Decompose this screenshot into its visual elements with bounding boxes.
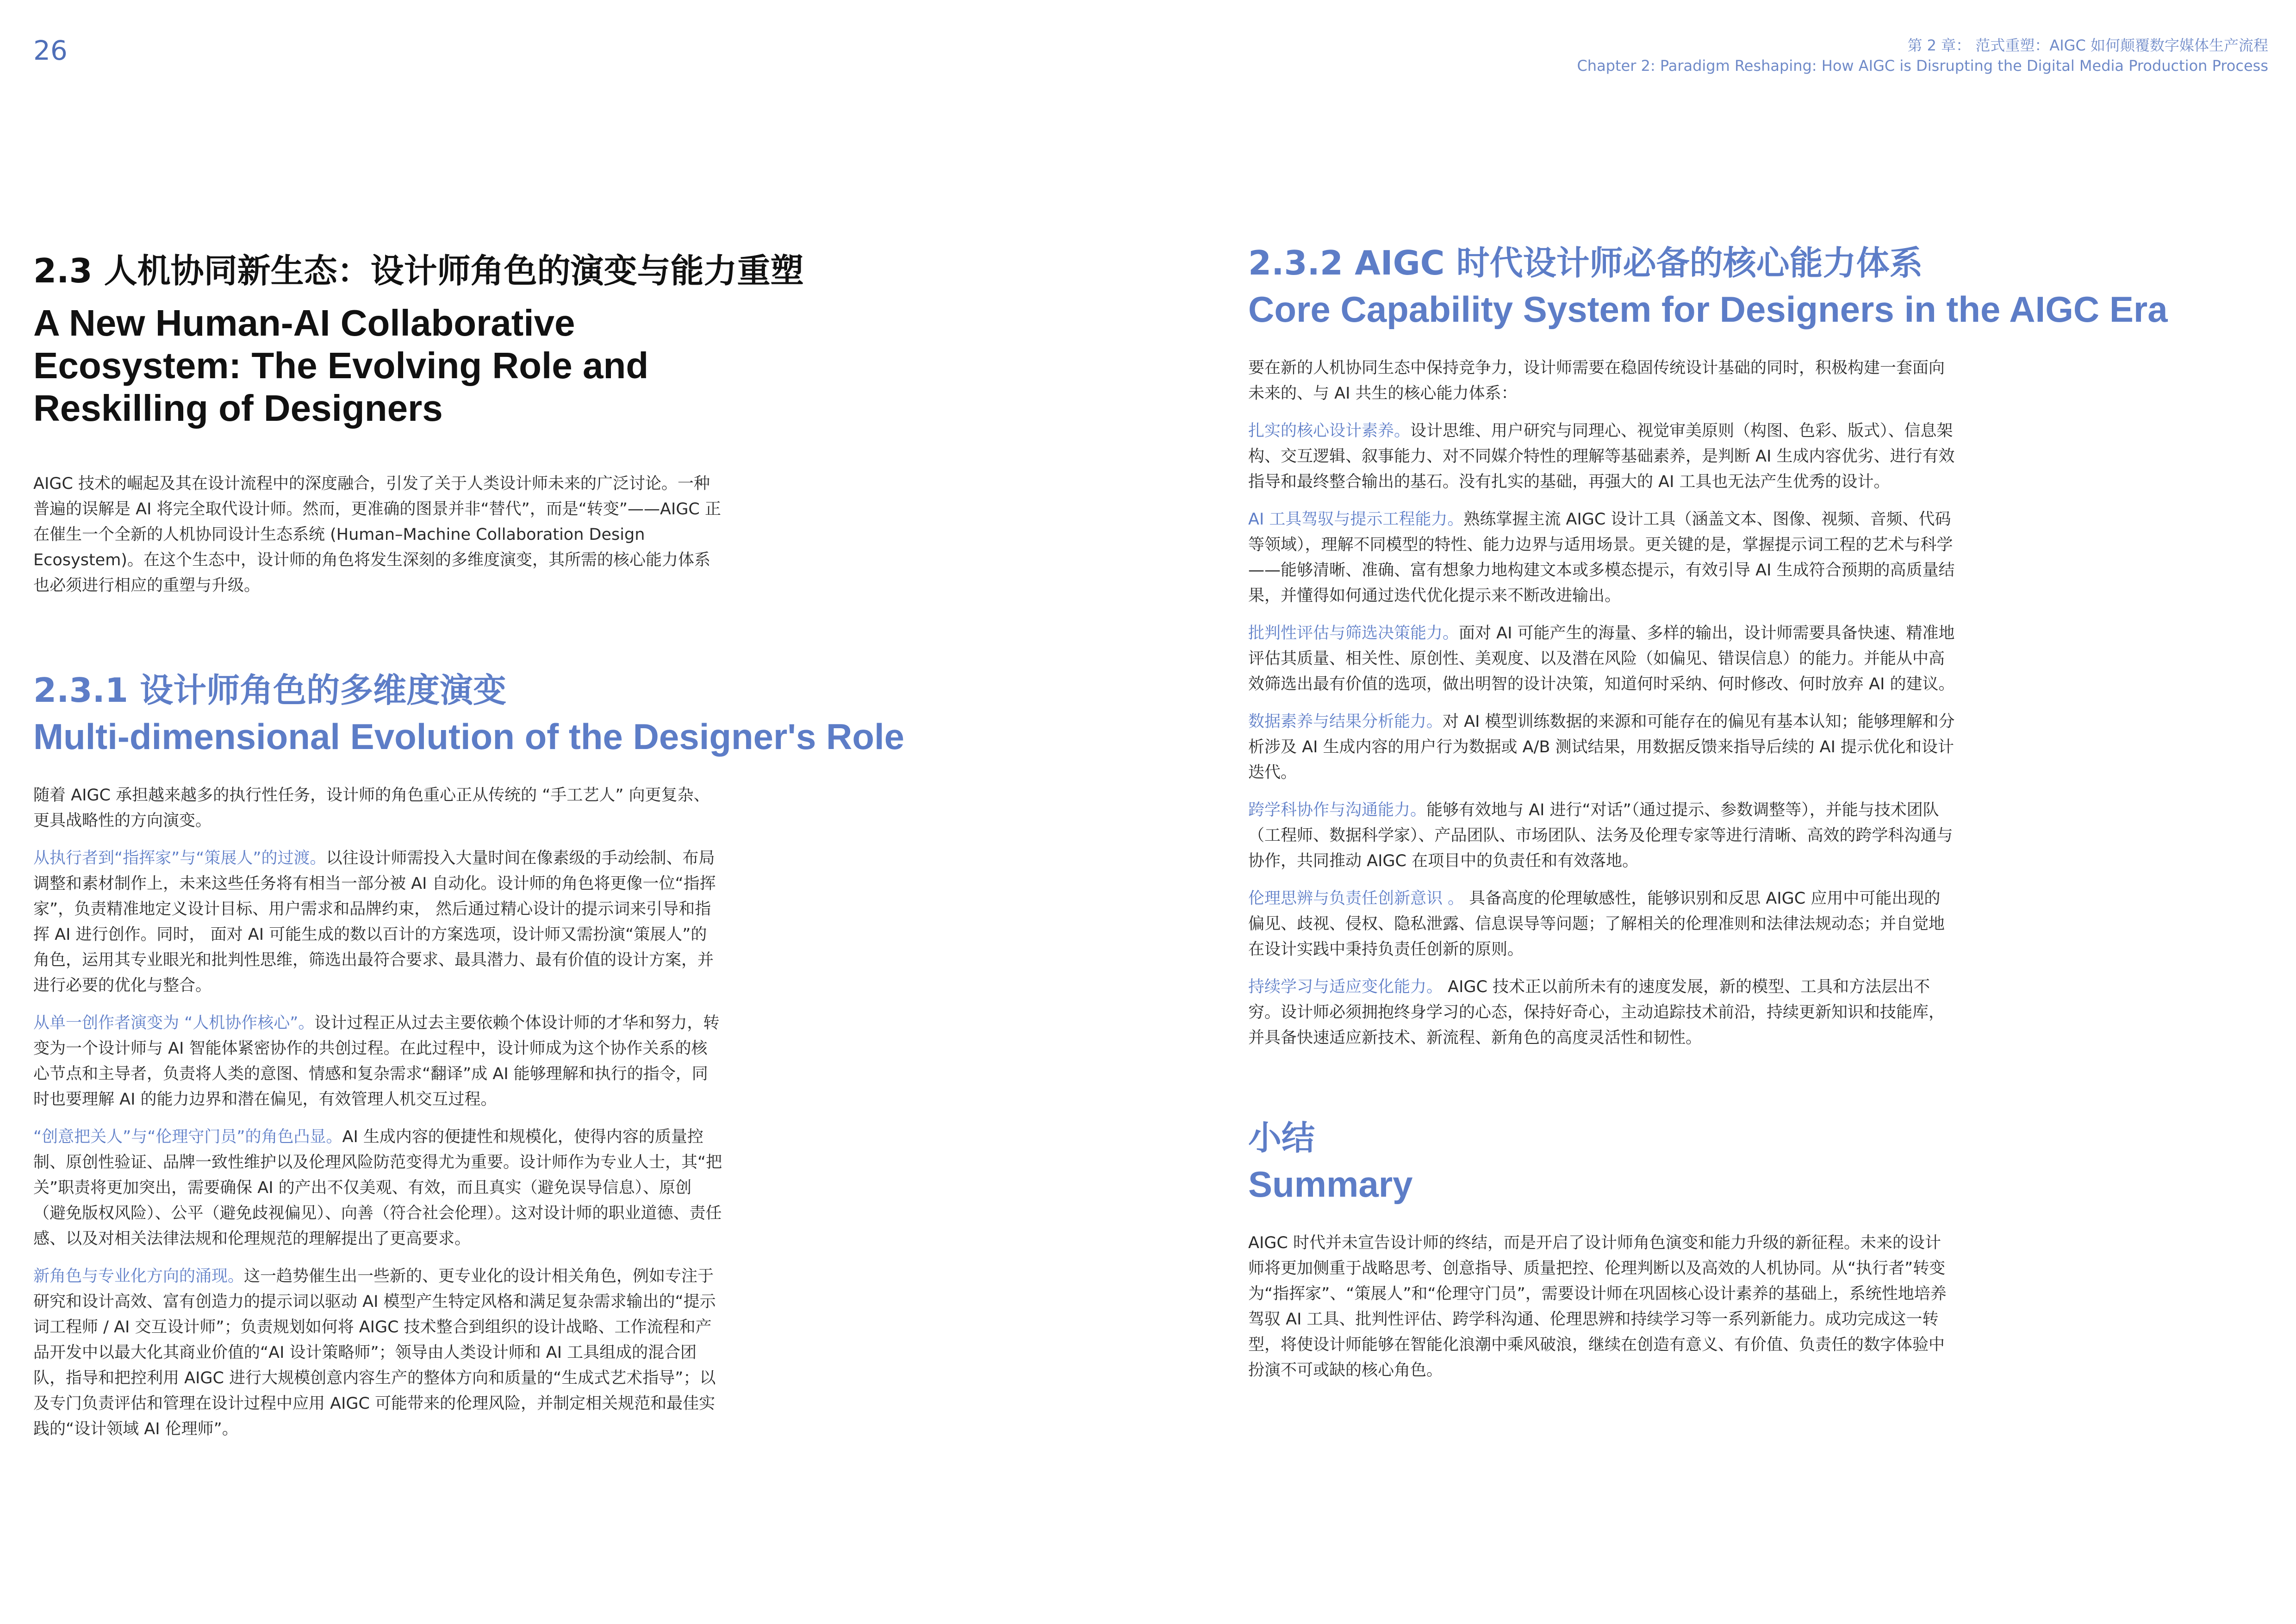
section-intro: AIGC 技术的崛起及其在设计流程中的深度融合，引发了关于人类设计师未来的广泛讨论。一种普遍的误解是 AI 将完全取代设计师。然而，更准确的图景并非“替代”，而是“转变”——AIGC 正在催生一个全新的人机协同设计生态系统 (Human–Machine Collaboration Design Ecosystem)。在这个生态中，设计师的角色将发生深刻的多维度演变，其所需的核心能力体系也必须进行相应的重塑与升级。: [33, 475, 721, 595]
paragraph-text: 以往设计师需投入大量时间在像素级的手动绘制、布局调整和素材制作上，未来这些任务将有相当一部分被 AI 自动化。设计师的角色将更像一位“指挥家”，负责精准地定义设计目标、用户需求和品牌约束， 然后通过精心设计的提示词来引导和指挥 AI 进行创作。同时， 面对 AI 可能生成的数以百计的方案选项，设计师又需扮演“策展人”的角色，运用其专业眼光和批判性思维，筛选出最符合要求、最具潜力、最有价值的设计方案，并进行必要的优化与整合。: [33, 849, 716, 995]
paragraph-item: [33, 1264, 723, 1442]
paragraph-item: [1248, 507, 1956, 609]
paragraph-text: 面对 AI 可能产生的海量、多样的输出，设计师需要具备快速、精准地评估其质量、相关性、原创性、美观度、以及潜在风险（如偏见、错误信息）的能力。并能从中高效筛选出最有价值的选项，做出明智的设计决策，知道何时采纳、何时修改、何时放弃 AI 的建议。: [1248, 624, 1955, 693]
subsection-title-en: Multi-dimensional Evolution of the Designer's Role: [33, 716, 905, 757]
paragraph-lead: 从执行者到“指挥家”与“策展人”的过渡。: [33, 849, 326, 868]
paragraph-lead: 伦理思辨与负责任创新意识 。: [1248, 889, 1464, 908]
summary-body: [1248, 1230, 1956, 1383]
paragraph-lead: 新角色与专业化方向的涌现。: [33, 1267, 244, 1286]
paragraph-text: 这一趋势催生出一些新的、更专业化的设计相关角色，例如专注于研究和设计高效、富有创造力的提示词以驱动 AI 模型产生特定风格和满足复杂需求输出的“提示词工程师 / AI 交互设计师”；负责规划如何将 AIGC 技术整合到组织的设计战略、工作流程和产品开发中以最大化其商业价值的“AI 设计策略师”；领导由人类设计师和 AI 工具组成的混合团队，指导和把控利用 AIGC 进行大规模创意内容生产的整体方向和质量的“生成式艺术指导”；以及专门负责评估和管理在设计过程中应用 AIGC 可能带来的伦理风险，并制定相关规范和最佳实践的“设计领域 AI 伦理师”。: [33, 1267, 716, 1438]
paragraph-lead: AI 工具驾驭与提示工程能力。: [1248, 510, 1464, 529]
running-header: [1577, 35, 2268, 76]
subsection-intro: 要在新的人机协同生态中保持竞争力，设计师需要在稳固传统设计基础的同时，积极构建一套面向未来的、与 AI 共生的核心能力体系：: [1248, 359, 1945, 403]
paragraph-item: [33, 1124, 723, 1252]
paragraph-text: 设计过程正从过去主要依赖个体设计师的才华和努力，转变为一个设计师与 AI 智能体紧密协作的共创过程。在此过程中，设计师成为这个协作关系的核心节点和主导者，负责将人类的意图、情感和复杂需求“翻译”成 AI 能够理解和执行的指令，同时也要理解 AI 的能力边界和潜在偏见，有效管理人机交互过程。: [33, 1014, 720, 1109]
paragraph-text: 能够有效地与 AI 进行“对话”（通过提示、参数调整等），并能与技术团队（工程师、数据科学家）、产品团队、市场团队、法务及伦理专家等进行清晰、高效的跨学科沟通与协作，共同推动 AIGC 在项目中的负责任和有效落地。: [1248, 801, 1953, 870]
paragraph-item: [1248, 418, 1956, 495]
page-number: 26: [33, 35, 68, 66]
paragraph-item: [1248, 974, 1956, 1051]
paragraph-lead: 持续学习与适应变化能力。: [1248, 978, 1443, 996]
paragraph-text: 对 AI 模型训练数据的来源和可能存在的偏见有基本认知；能够理解和分析涉及 AI 生成内容的用户行为数据或 A/B 测试结果，用数据反馈来指导后续的 AI 提示优化和设计迭代。: [1248, 712, 1955, 782]
paragraph-lead: 从单一创作者演变为 “人机协作核心”。: [33, 1014, 315, 1032]
subsection-heading: [33, 668, 905, 761]
paragraph-lead: 批判性评估与筛选决策能力。: [1248, 624, 1459, 643]
paragraph-text: AIGC 技术正以前所未有的速度发展，新的模型、工具和方法层出不穷。设计师必须拥抱终身学习的心态，保持好奇心，主动追踪技术前沿，持续更新知识和技能库，并具备快速适应新技术、新流程、新角色的高度灵活性和韧性。: [1248, 978, 1945, 1047]
paragraph-lead: “创意把关人”与“伦理守门员”的角色凸显。: [33, 1128, 342, 1146]
subsection-heading: [1248, 241, 2168, 333]
paragraph-item: [33, 846, 723, 999]
paragraph-lead: 扎实的核心设计素养。: [1248, 422, 1411, 440]
paragraph-text: 设计思维、用户研究与同理心、视觉审美原则（构图、色彩、版式）、信息架构、交互逻辑、叙事能力、对不同媒介特性的理解等基础素养，是判断 AI 生成内容优劣、进行有效指导和最终整合输出的基石。没有扎实的基础，再强大的 AI 工具也无法产生优秀的设计。: [1248, 422, 1955, 491]
subsection-intro: 随着 AIGC 承担越来越多的执行性任务，设计师的角色重心正从传统的 “手工艺人” 向更复杂、更具战略性的方向演变。: [33, 786, 710, 830]
subsection-body: [33, 783, 723, 1442]
summary-title-zh: 小结: [1248, 1118, 1315, 1157]
section-title-en: A New Human-AI Collaborative Ecosystem: The Evolving Role and Reskilling of Designers: [33, 302, 649, 429]
subsection-title-zh: 2.3.1 设计师角色的多维度演变: [33, 671, 507, 710]
section-title-zh: 2.3 人机协同新生态：设计师角色的演变与能力重塑: [33, 251, 804, 290]
paragraph-item: [1248, 886, 1956, 962]
summary-text: AIGC 时代并未宣告设计师的终结，而是开启了设计师角色演变和能力升级的新征程。未来的设计师将更加侧重于战略思考、创意指导、质量把控、伦理判断以及高效的人机协同。从“执行者”转变为“指挥家”、“策展人”和“伦理守门员”，需要设计师在巩固核心设计素养的基础上，系统性地培养驾驭 AI 工具、批判性评估、跨学科沟通、伦理思辨和持续学习等一系列新能力。成功完成这一转型，将使设计师能够在智能化浪潮中乘风破浪，继续在创造有意义、有价值、负责任的数字体验中扮演不可或缺的核心角色。: [1248, 1234, 1947, 1380]
left-column: [33, 250, 905, 1442]
paragraph-text: 具备高度的伦理敏感性，能够识别和反思 AIGC 应用中可能出现的偏见、歧视、侵权、隐私泄露、信息误导等问题；了解相关的伦理准则和法律法规动态；并自觉地在设计实践中秉持负责任创新的原则。: [1248, 889, 1945, 959]
right-column: [1248, 241, 2168, 1383]
paragraph-item: [1248, 798, 1956, 874]
paragraph-item: [33, 1011, 723, 1112]
paragraph-text: 熟练掌握主流 AIGC 设计工具（涵盖文本、图像、视频、音频、代码等领域），理解不同模型的特性、能力边界与适用场景。更关键的是，掌握提示词工程的艺术与科学——能够清晰、准确、富有想象力地构建文本或多模态提示，有效引导 AI 生成符合预期的高质量结果，并懂得如何通过迭代优化提示来不断改进输出。: [1248, 510, 1955, 605]
chapter-title-en: Chapter 2: Paradigm Reshaping: How AIGC is Disrupting the Digital Media Production Process: [1577, 57, 2268, 75]
paragraph-item: [1248, 709, 1956, 786]
chapter-title-zh: 第 2 章： 范式重塑：AIGC 如何颠覆数字媒体生产流程: [1907, 37, 2268, 54]
subsection-body: [1248, 356, 1956, 1051]
summary-heading: [1248, 1116, 1956, 1208]
summary-title-en: Summary: [1248, 1164, 1413, 1205]
subsection-title-zh: 2.3.2 AIGC 时代设计师必备的核心能力体系: [1248, 244, 1923, 282]
paragraph-lead: 跨学科协作与沟通能力。: [1248, 801, 1427, 819]
paragraph-text: AI 生成内容的便捷性和规模化，使得内容的质量控制、原创性验证、品牌一致性维护以及伦理风险防范变得尤为重要。设计师作为专业人士，其“把关”职责将更加突出，需要确保 AI 的产出不仅美观、有效，而且真实（避免误导信息）、原创（避免版权风险）、公平（避免歧视偏见）、向善（符合社会伦理）。这对设计师的职业道德、责任感、以及对相关法律法规和伦理规范的理解提出了更高要求。: [33, 1128, 722, 1248]
paragraph-item: [1248, 621, 1956, 697]
paragraph-lead: 数据素养与结果分析能力。: [1248, 712, 1443, 731]
subsection-title-en: Core Capability System for Designers in the AIGC Era: [1248, 289, 2168, 330]
